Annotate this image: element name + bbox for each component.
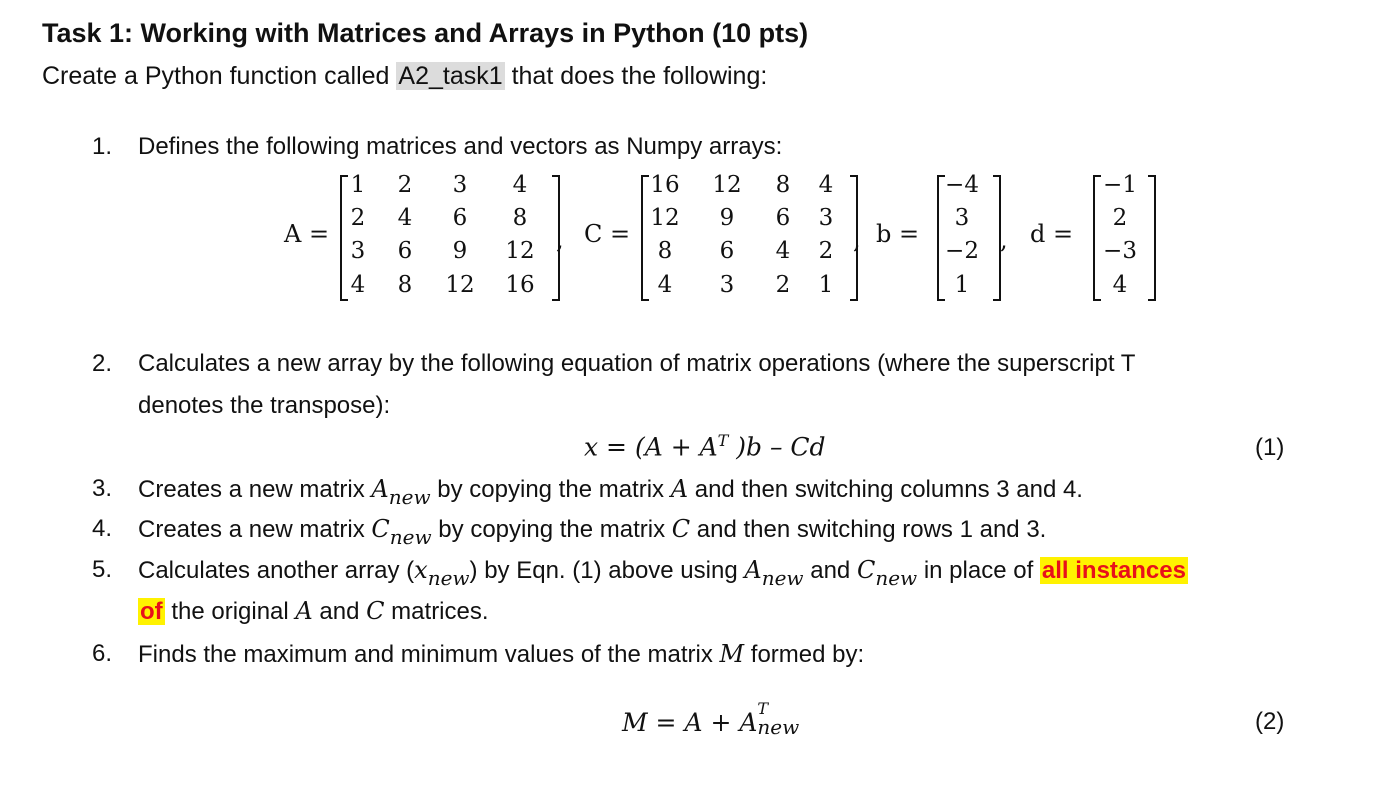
matrix-C-cell: 8 — [775, 172, 791, 198]
item-4-number: 4. — [92, 515, 113, 542]
eq1-text2: )b – Cd — [728, 432, 826, 462]
i3-t3: and then switching columns 3 and 4. — [688, 476, 1083, 503]
i4-var2: C — [671, 515, 691, 543]
i5-var3: C — [856, 556, 876, 584]
i4-t3: and then switching rows 1 and 3. — [690, 516, 1047, 543]
eq1-sup: T — [717, 431, 729, 450]
equation-2 — [622, 699, 809, 739]
matrix-A-cell: 12 — [505, 238, 535, 264]
matrix-C-cell: 16 — [650, 172, 680, 198]
i3-var: A — [371, 475, 389, 503]
matrix-A-comma: , — [556, 226, 564, 254]
item-6-text — [138, 640, 864, 669]
matrix-A-cell: 6 — [397, 238, 413, 264]
matrix-A-cell: 9 — [452, 238, 468, 264]
matrix-C-cell: 8 — [657, 238, 673, 264]
matrix-d-cell: −3 — [1103, 238, 1137, 264]
matrix-b-cell: 3 — [954, 205, 970, 231]
matrix-A-label: A = — [284, 220, 330, 248]
eq2-sup: T — [757, 699, 769, 718]
matrix-A-cell: 3 — [350, 238, 366, 264]
i6-text: Finds the maximum and minimum values of the matrix — [138, 641, 720, 668]
item-5-number: 5. — [92, 556, 113, 583]
matrix-b-comma: , — [1000, 226, 1008, 254]
equation-1 — [584, 431, 826, 461]
i5-sub: new — [427, 566, 470, 590]
item-4-text — [138, 515, 1047, 549]
i6-t2: formed by: — [744, 641, 865, 668]
eq1-text: x = (A + A — [584, 432, 718, 462]
i3-t2: by copying the matrix — [430, 476, 671, 503]
item-3-number: 3. — [92, 475, 113, 502]
matrix-b-cell: −2 — [945, 238, 979, 264]
intro-after: that does the following: — [504, 62, 768, 90]
matrix-C-cell: 12 — [650, 205, 680, 231]
i3-t1: Creates a new matrix — [138, 476, 372, 503]
matrix-A-cell: 2 — [397, 172, 413, 198]
matrix-d-right-bracket — [1148, 175, 1156, 301]
i5-t4: in place of — [917, 557, 1040, 584]
highlight-all-instances: all instances — [1041, 557, 1186, 584]
matrix-C-cell: 9 — [719, 205, 735, 231]
intro-before: Create a Python function called — [42, 62, 397, 90]
matrix-d-cell: −1 — [1103, 172, 1137, 198]
i5-t3: and — [803, 557, 857, 584]
matrix-d-cell: 2 — [1112, 205, 1128, 231]
matrix-C-cell: 2 — [775, 272, 791, 298]
i4-var: C — [371, 515, 390, 543]
i4-sub: new — [389, 525, 432, 549]
matrix-A-cell: 2 — [350, 205, 366, 231]
matrix-C-cell: 4 — [818, 172, 834, 198]
i5-t7: matrices. — [384, 598, 489, 625]
i5-var: x — [414, 556, 428, 584]
item-1-number: 1. — [92, 133, 113, 160]
item-5-line1 — [138, 556, 1188, 590]
item-2-line1: Calculates a new array by the following equation of matrix operations (where the superscript T — [138, 350, 1136, 377]
matrix-A-cell: 3 — [452, 172, 468, 198]
eq2-text: M = A + A — [622, 708, 758, 737]
i3-sub: new — [388, 485, 431, 509]
matrix-A-cell: 8 — [512, 205, 528, 231]
item-5-line2 — [138, 597, 489, 626]
i6-var: M — [719, 640, 745, 668]
i5-sub3: new — [875, 566, 918, 590]
matrix-C-cell: 1 — [818, 272, 834, 298]
matrix-C-cell: 6 — [719, 238, 735, 264]
matrix-C-cell: 12 — [712, 172, 742, 198]
i5-t2: ) by Eqn. (1) above using — [469, 557, 745, 584]
i3-var2: A — [670, 475, 689, 503]
i5-var2: A — [744, 556, 762, 584]
item-2-line2: denotes the transpose): — [138, 392, 391, 419]
matrix-C-cell: 4 — [775, 238, 791, 264]
item-3-text — [138, 475, 1083, 509]
i5-t5: the original — [164, 598, 296, 625]
highlight-of: of — [140, 598, 163, 625]
i5-var4: A — [295, 597, 313, 625]
matrix-C-cell: 3 — [818, 205, 834, 231]
matrix-b-cell: 1 — [954, 272, 970, 298]
task-title: Task 1: Working with Matrices and Arrays in Python (10 pts) — [42, 18, 809, 48]
matrix-A-cell: 4 — [512, 172, 528, 198]
item-1-text: Defines the following matrices and vectors as Numpy arrays: — [138, 133, 783, 160]
i5-var5: C — [366, 597, 385, 625]
i5-t6: and — [312, 598, 367, 625]
matrix-C-cell: 2 — [818, 238, 834, 264]
matrix-d-cell: 4 — [1112, 272, 1128, 298]
i5-sub2: new — [761, 566, 804, 590]
matrix-C-label: C = — [584, 220, 631, 248]
equation-1-number: (1) — [1255, 434, 1285, 461]
matrix-C-comma: , — [853, 226, 861, 254]
i4-t1: Creates a new matrix — [138, 516, 372, 543]
matrix-C-cell: 3 — [719, 272, 735, 298]
matrix-b-label: b = — [876, 220, 920, 248]
i5-t1: Calculates another array ( — [138, 557, 415, 584]
intro-text — [42, 62, 767, 91]
matrix-A-cell: 6 — [452, 205, 468, 231]
matrix-C-cell: 4 — [657, 272, 673, 298]
matrix-A-cell: 4 — [350, 272, 366, 298]
item-6-number: 6. — [92, 640, 113, 667]
equation-2-number: (2) — [1255, 708, 1285, 735]
matrix-C-cell: 6 — [775, 205, 791, 231]
matrix-A-cell: 4 — [397, 205, 413, 231]
matrix-A-cell: 16 — [505, 272, 535, 298]
matrix-d-label: d = — [1030, 220, 1074, 248]
i4-t2: by copying the matrix — [431, 516, 672, 543]
matrix-A-cell: 8 — [397, 272, 413, 298]
function-name: A2_task1 — [398, 62, 503, 90]
eq2-sub: new — [757, 715, 800, 739]
matrix-b-cell: −4 — [945, 172, 979, 198]
matrix-A-cell: 12 — [445, 272, 475, 298]
item-2-number: 2. — [92, 350, 113, 377]
matrix-A-cell: 1 — [350, 172, 366, 198]
